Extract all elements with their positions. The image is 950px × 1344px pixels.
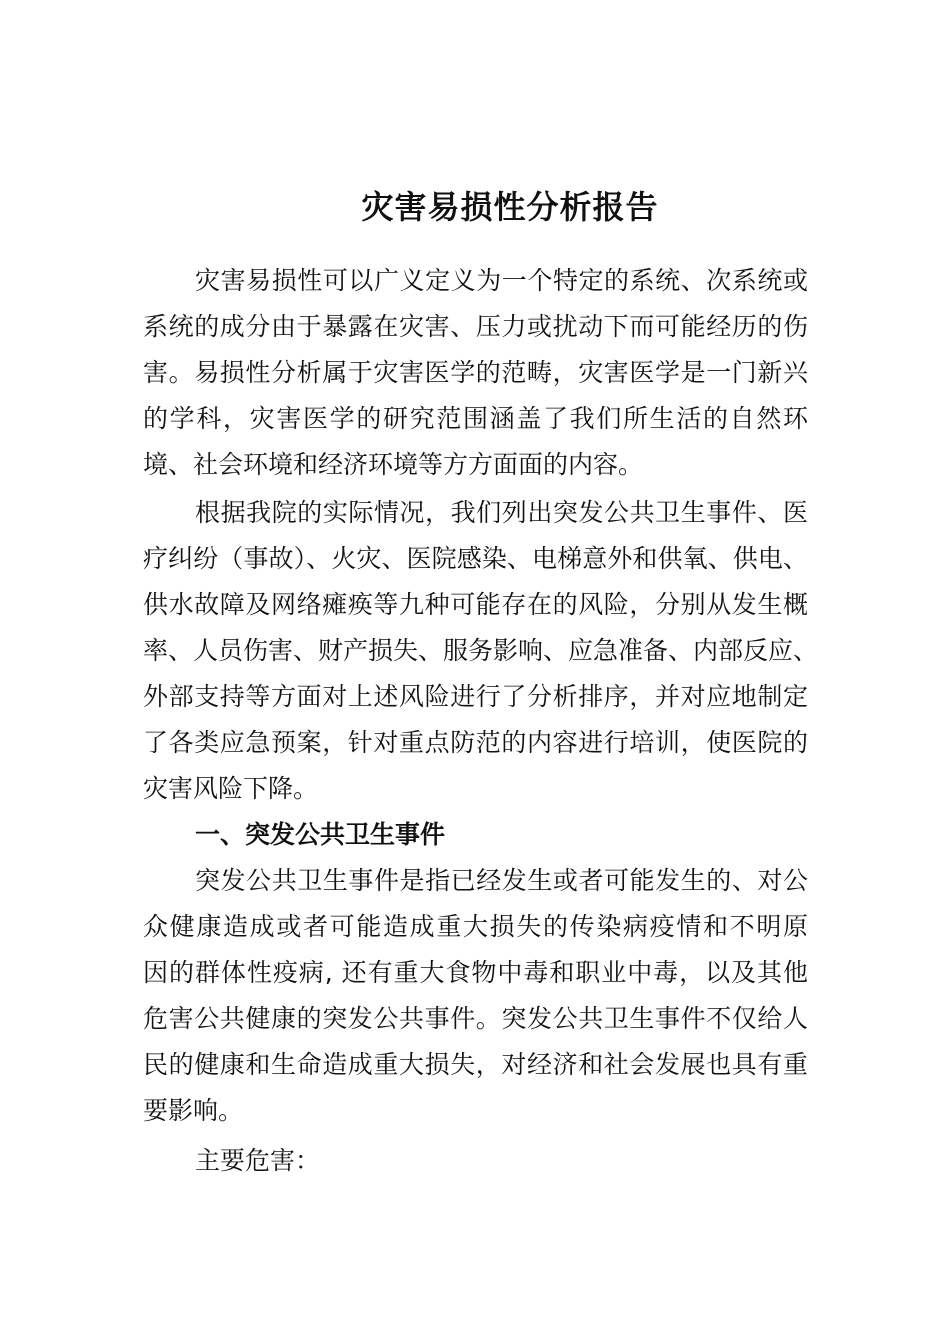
paragraph-line: 的学科，灾害医学的研究范围涵盖了我们所生活的自然环 bbox=[143, 404, 808, 433]
document-title: 灾害易损性分析报告 bbox=[361, 188, 659, 226]
paragraph-line: 境、社会环境和经济环境等方方面面的内容。 bbox=[143, 450, 644, 479]
paragraph-line: 率、人员伤害、财产损失、服务影响、应急准备、内部反应、 bbox=[143, 636, 819, 665]
paragraph-line: 因的群体性疫病, 还有重大食物中毒和职业中毒，以及其他 bbox=[143, 958, 808, 987]
paragraph-line: 了各类应急预案，针对重点防范的内容进行培训，使医院的 bbox=[143, 728, 808, 757]
section-heading: 一、突发公共卫生事件 bbox=[195, 820, 446, 849]
paragraph-line: 要影响。 bbox=[143, 1096, 244, 1125]
paragraph-line: 危害公共健康的突发公共事件。突发公共卫生事件不仅给人 bbox=[143, 1004, 808, 1033]
paragraph-line: 众健康造成或者可能造成重大损失的传染病疫情和不明原 bbox=[143, 912, 808, 941]
paragraph-line: 疗纠纷（事故）、火灾、医院感染、电梯意外和供氧、供电、 bbox=[143, 544, 808, 573]
paragraph-line: 害。易损性分析属于灾害医学的范畴，灾害医学是一门新兴 bbox=[143, 358, 808, 387]
paragraph-line: 供水故障及网络瘫痪等九种可能存在的风险，分别从发生概 bbox=[143, 590, 808, 619]
paragraph-line: 根据我院的实际情况，我们列出突发公共卫生事件、医 bbox=[195, 498, 808, 527]
paragraph-line: 系统的成分由于暴露在灾害、压力或扰动下而可能经历的伤 bbox=[143, 312, 808, 341]
paragraph-line: 民的健康和生命造成重大损失，对经济和社会发展也具有重 bbox=[143, 1050, 808, 1079]
paragraph-line: 灾害风险下降。 bbox=[143, 774, 319, 803]
paragraph-line: 外部支持等方面对上述风险进行了分析排序，并对应地制定 bbox=[143, 682, 808, 711]
paragraph-line: 灾害易损性可以广义定义为一个特定的系统、次系统或 bbox=[195, 266, 808, 295]
paragraph-line: 突发公共卫生事件是指已经发生或者可能发生的、对公 bbox=[195, 866, 808, 895]
subheading-text: 主要危害： bbox=[195, 1146, 321, 1175]
